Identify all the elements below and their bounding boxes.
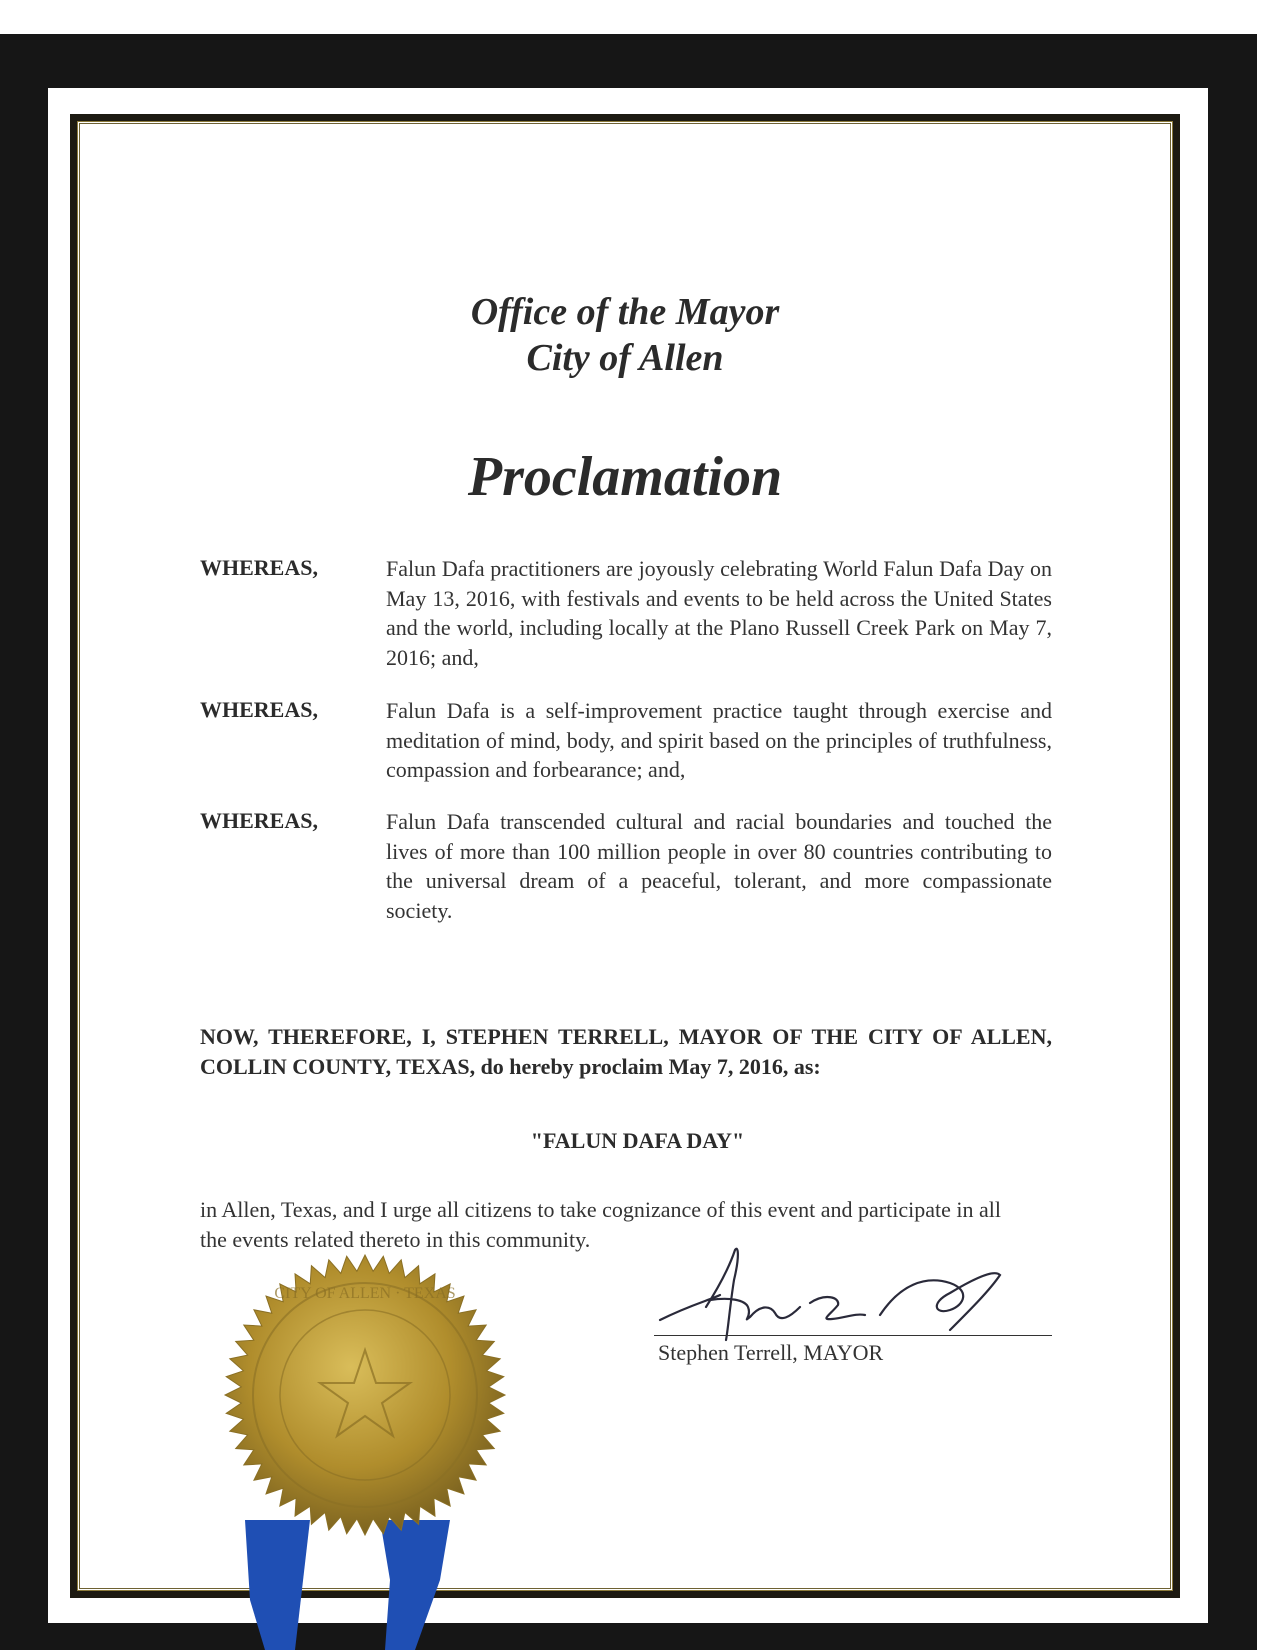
whereas-label-3: WHEREAS, xyxy=(200,808,318,833)
city-heading: City of Allen xyxy=(526,337,724,379)
city-seal xyxy=(220,1250,530,1650)
whereas-label-1: WHEREAS, xyxy=(200,555,318,580)
signature-line xyxy=(654,1335,1052,1336)
whereas-label-2: WHEREAS, xyxy=(200,697,318,722)
whereas-text-3: Falun Dafa transcended cultural and racial boundaries and touched the lives of more than 100 million people in over 80 countries contributing to the universal dream of a peaceful, tolerant, and more compassionate society. xyxy=(386,809,1052,923)
proclamation-title: Proclamation xyxy=(467,446,783,508)
whereas-text-1: Falun Dafa practitioners are joyously celebrating World Falun Dafa Day on May 13, 2016, with festivals and events to be held across the United States and the world, including locally at the Plano Russell Creek Park on May 7, 2016; and, xyxy=(386,556,1052,670)
whereas-text-2: Falun Dafa is a self-improvement practice taught through exercise and meditation of mind, body, and spirit based on the principles of truthfulness, compassion and forbearance; and, xyxy=(386,698,1052,782)
signature-name: Stephen Terrell, MAYOR xyxy=(658,1340,884,1365)
mayor-signature xyxy=(650,1245,1050,1355)
office-heading: Office of the Mayor xyxy=(470,291,780,333)
ribbon-left xyxy=(245,1520,310,1650)
ribbon-right xyxy=(380,1520,450,1650)
svg-text:CITY OF ALLEN · TEXAS: CITY OF ALLEN · TEXAS xyxy=(274,1285,456,1302)
proclaimed-day: "FALUN DAFA DAY" xyxy=(530,1128,745,1153)
now-therefore-paragraph: NOW, THEREFORE, I, STEPHEN TERRELL, MAYOR OF THE CITY OF ALLEN, COLLIN COUNTY, TEXAS, do hereby proclaim May 7, 2016, as: xyxy=(200,1024,1052,1079)
closing-paragraph: in Allen, Texas, and I urge all citizens to take cognizance of this event and participate in all the events related thereto in this community. xyxy=(200,1197,1001,1252)
